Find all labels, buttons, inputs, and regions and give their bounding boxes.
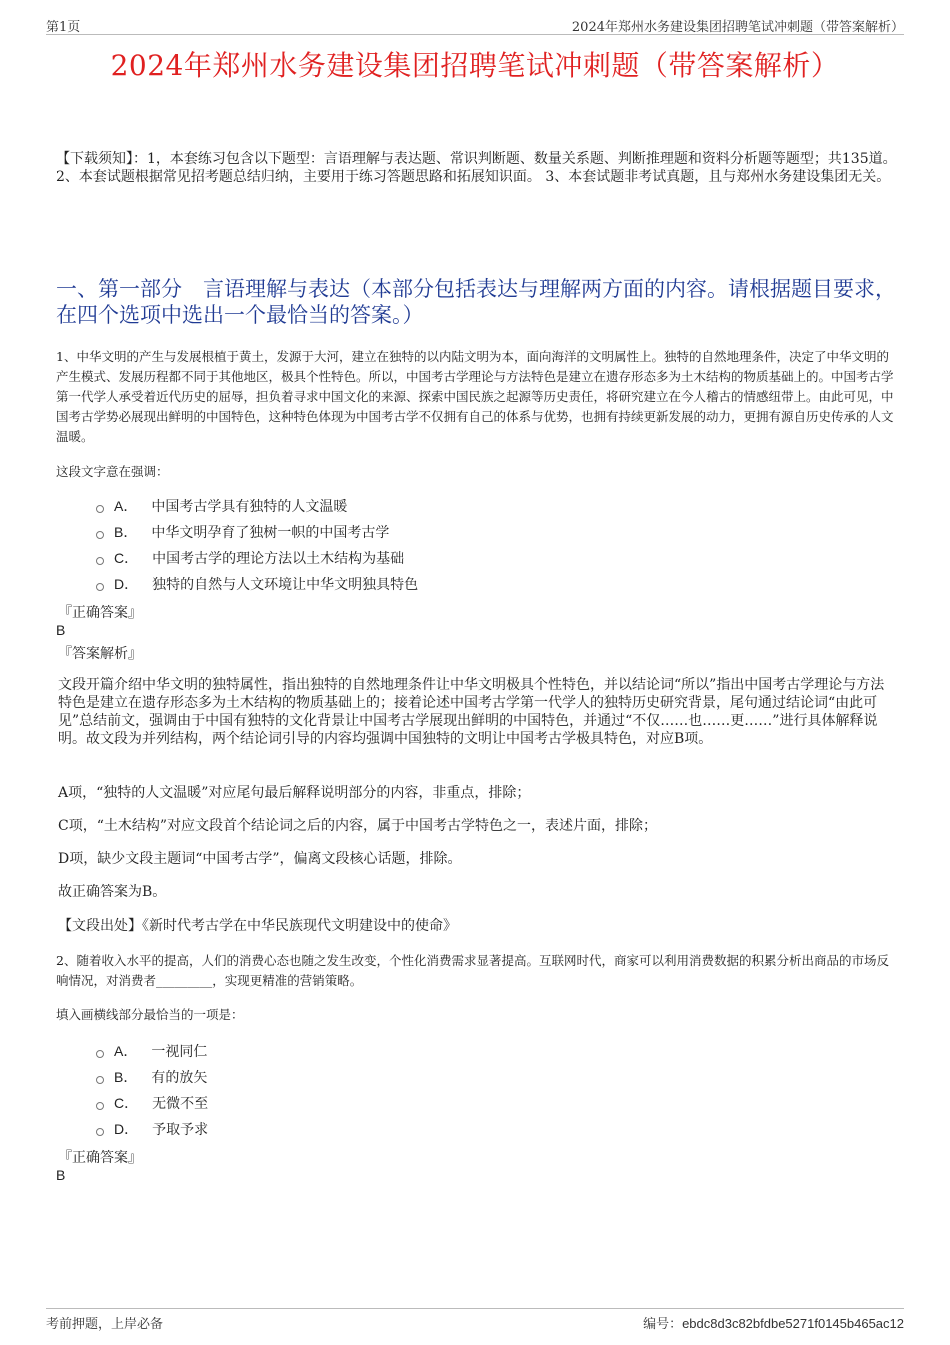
question-2-options — [96, 1038, 208, 1142]
correct-answer: B — [56, 1167, 66, 1183]
radio-icon[interactable] — [96, 1076, 104, 1084]
text-source: 【文段出处】《新时代考古学在中华民族现代文明建设中的使命》 — [58, 918, 457, 934]
option-text: 予取予求 — [152, 1122, 209, 1138]
option-d[interactable] — [96, 1116, 208, 1142]
page-number: 第1页 — [46, 20, 81, 35]
option-b[interactable] — [96, 1064, 208, 1090]
option-text: 中国考古学的理论方法以土木结构为基础 — [152, 551, 405, 567]
footer-serial: 编号：ebdc8d3c82bfdbe5271f0145b465ac12 — [643, 1316, 904, 1331]
option-text: 一视同仁 — [151, 1044, 208, 1060]
option-text: 中华文明孕育了独树一帜的中国考古学 — [151, 525, 390, 541]
option-letter: A． — [114, 1043, 138, 1059]
page-footer — [46, 1308, 904, 1331]
option-c[interactable] — [96, 1090, 208, 1116]
analysis-note-a: A项，“独特的人文温暖”对应尾句最后解释说明部分的内容，非重点，排除； — [58, 785, 531, 801]
question-1-options — [96, 493, 418, 597]
option-d[interactable] — [96, 571, 418, 597]
document-title: 2024年郑州水务建设集团招聘笔试冲刺题（带答案解析） — [110, 49, 840, 82]
question-1-text: 1、中华文明的产生与发展根植于黄土，发源于大河，建立在独特的以内陆文明为本，面向海洋的文明属性上。独特的自然地理条件，决定了中华文明的产生模式、发展历程都不同于其他地区，极具个性特色。所以，中国考古学理论与方法特色是建立在遗存形态多为土木结构的物质基础上的。中国考古学第一代学人承受着近代历史的屈辱，担负着寻求中国文化的来源、探索中国民族之起源等历史责任，将研究建立在今人稽古的情感纽带上。由此可见，中国考古学势必展现出鲜明的中国特色，这种特色体现为中国考古学不仅拥有自己的体系与优势，也拥有持续更新发展的动力，更拥有源自历史传承的人文温暖。 — [56, 349, 894, 444]
correct-answer: B — [56, 622, 66, 638]
question-2-text: 2、随着收入水平的提高，人们的消费心态也随之发生改变，个性化消费需求显著提高。互联网时代，商家可以利用消费数据的积累分析出商品的市场反响情况，对消费者_________，实现更精准的营销策略。 — [56, 953, 889, 988]
option-a[interactable] — [96, 1038, 208, 1064]
section-title: 一、第一部分 言语理解与表达（本部分包括表达与理解两方面的内容。请根据题目要求，在四个选项中选出一个最恰当的答案。） — [56, 277, 896, 327]
option-b[interactable] — [96, 519, 418, 545]
radio-icon[interactable] — [96, 557, 104, 565]
option-text: 无微不至 — [152, 1096, 209, 1112]
option-letter: C． — [114, 1095, 139, 1111]
radio-icon[interactable] — [96, 1128, 104, 1136]
page-header — [46, 14, 904, 35]
radio-icon[interactable] — [96, 1102, 104, 1110]
radio-icon[interactable] — [96, 505, 104, 513]
option-text: 独特的自然与人文环境让中华文明独具特色 — [152, 577, 419, 593]
option-text: 中国考古学具有独特的人文温暖 — [151, 499, 348, 515]
analysis-note-d: D项，缺少文段主题词“中国考古学”，偏离文段核心话题，排除。 — [58, 851, 462, 867]
correct-answer-label: 『正确答案』 — [58, 605, 142, 621]
option-letter: A． — [114, 498, 138, 514]
analysis-text: 文段开篇介绍中华文明的独特属性，指出独特的自然地理条件让中华文明极具个性特色，并以结论词“所以”指出中国考古学理论与方法特色是建立在遗存形态多为土木结构的物质基础上的；接着论述中国考古学第一代学人的独特历史研究背景，尾句通过结论词“由此可见”总结前文，强调由于中国有独特的文化背景让中国考古学展现出鲜明的中国特色，并通过“不仅……也……更……”进行具体解释说明。故文段为并列结构，两个结论词引导的内容均强调中国独特的文明让中国考古学极具特色，对应B项。 — [58, 677, 885, 747]
radio-icon[interactable] — [96, 1050, 104, 1058]
radio-icon[interactable] — [96, 583, 104, 591]
question-2-prompt: 填入画横线部分最恰当的一项是： — [56, 1007, 244, 1022]
analysis-label: 『答案解析』 — [58, 646, 142, 662]
question-1-prompt: 这段文字意在强调： — [56, 464, 169, 479]
option-letter: C． — [114, 550, 139, 566]
radio-icon[interactable] — [96, 531, 104, 539]
download-notice: 【下载须知】：1，本套练习包含以下题型：言语理解与表达题、常识判断题、数量关系题、判断推理题和资料分析题等题型；共135道。 2、本套试题根据常见招考题总结归纳，主要用于练习答题思路和拓展知识面。 3、本套试题非考试真题，且与郑州水务建设集团无关。 — [56, 151, 897, 185]
option-letter: D． — [114, 576, 139, 592]
analysis-note-c: C项，“土木结构”对应文段首个结论词之后的内容，属于中国考古学特色之一，表述片面，排除； — [58, 818, 658, 834]
header-doc-title: 2024年郑州水务建设集团招聘笔试冲刺题（带答案解析） — [571, 20, 904, 35]
correct-answer-label: 『正确答案』 — [58, 1150, 142, 1166]
analysis-conclusion: 故正确答案为B。 — [58, 884, 167, 900]
option-letter: B． — [114, 524, 138, 540]
option-letter: D． — [114, 1121, 139, 1137]
footer-slogan: 考前押题，上岸必备 — [46, 1317, 164, 1332]
option-c[interactable] — [96, 545, 418, 571]
option-letter: B． — [114, 1069, 138, 1085]
option-a[interactable] — [96, 493, 418, 519]
option-text: 有的放矢 — [151, 1070, 208, 1086]
